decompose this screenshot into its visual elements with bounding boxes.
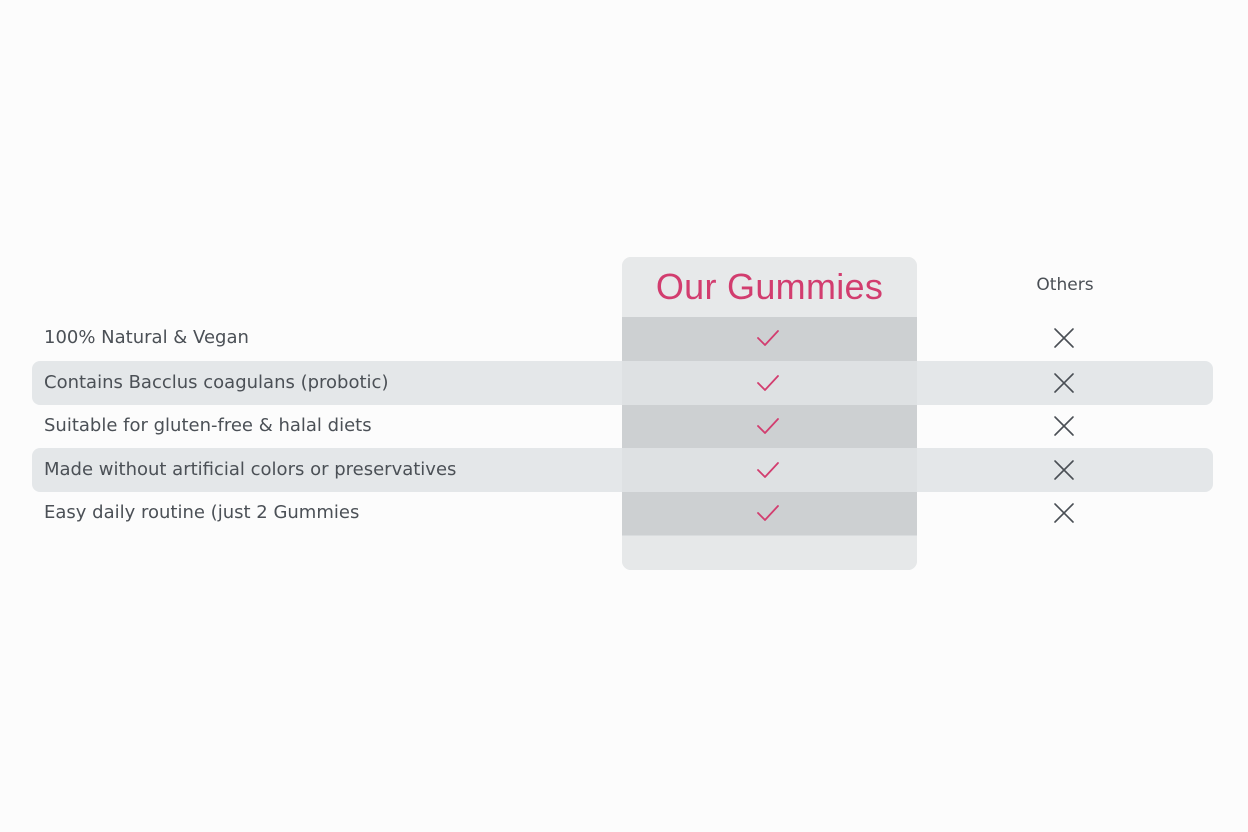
comparison-row [32,361,1213,405]
feature-label: Contains Bacclus coagulans (probotic) [44,372,389,393]
others-header: Others [1036,275,1094,295]
comparison-row [32,404,1213,448]
cross-icon [1053,327,1075,349]
feature-label: Made without artificial colors or preservatives [44,459,457,480]
cross-icon [1053,415,1075,437]
check-icon [756,503,780,523]
our-gummies-header: Our Gummies [622,257,917,317]
check-icon [756,460,780,480]
feature-label: Easy daily routine (just 2 Gummies [44,502,360,523]
feature-label: Suitable for gluten-free & halal diets [44,415,372,436]
comparison-row [32,316,1213,360]
check-icon [756,416,780,436]
feature-label: 100% Natural & Vegan [44,327,249,348]
our-gummies-column-footer [622,535,917,570]
check-icon [756,328,780,348]
cross-icon [1053,502,1075,524]
comparison-row [32,491,1213,535]
cross-icon [1053,372,1075,394]
comparison-row [32,448,1213,492]
check-icon [756,373,780,393]
cross-icon [1053,459,1075,481]
